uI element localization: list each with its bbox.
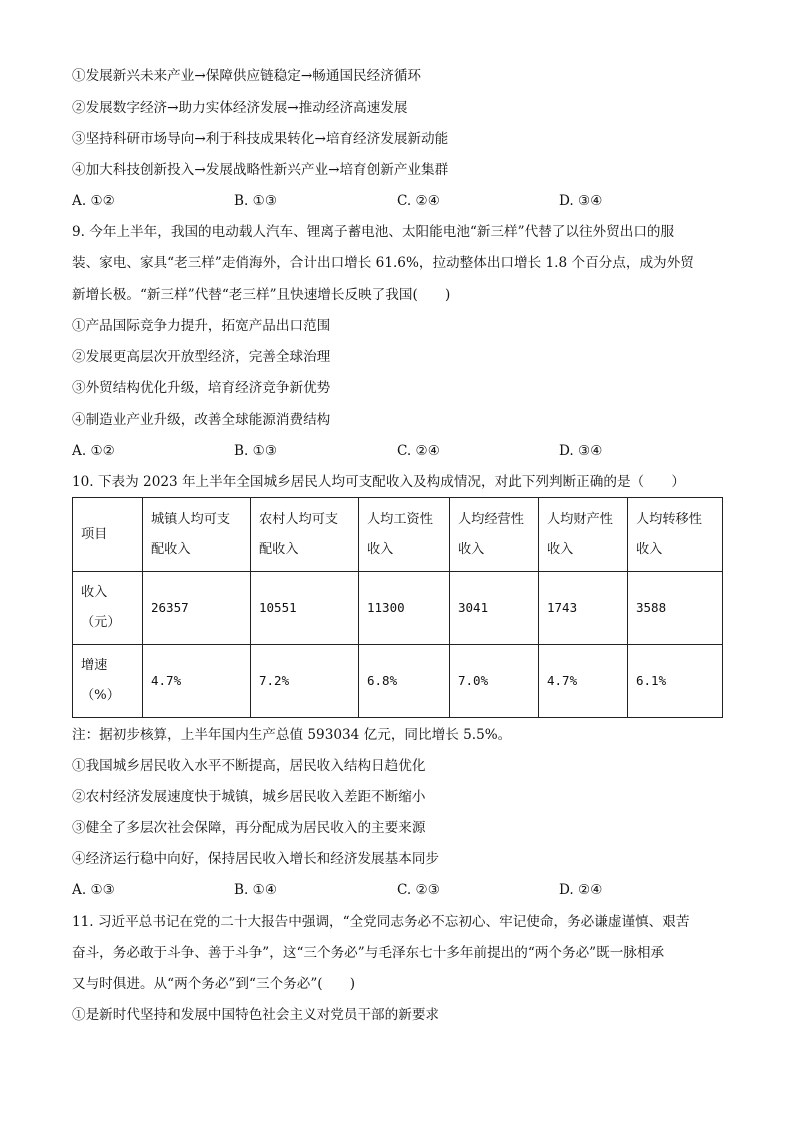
q9-option-2: ②发展更高层次开放型经济，完善全球治理: [72, 349, 331, 365]
header-cell-business-income: 人均经营性 收入: [450, 498, 539, 572]
q9-stem-line-1: 9. 今年上半年，我国的电动载人汽车、锂离子蓄电池、太阳能电池“新三样”代替了以往外贸出口的服: [72, 224, 675, 240]
table-cell: 26357: [143, 572, 251, 645]
q8-option-3: ③坚持科研市场导向→利于科技成果转化→培育经济发展新动能: [72, 131, 449, 147]
q8-choices: [72, 191, 732, 211]
table-cell: 6.1%: [628, 645, 723, 718]
table-cell: 3041: [450, 572, 539, 645]
q9-option-4: ④制造业产业升级，改善全球能源消费结构: [72, 412, 331, 428]
q10-option-2: ②农村经济发展速度快于城镇，城乡居民收入差距不断缩小: [72, 789, 426, 805]
q11-option-1: ①是新时代坚持和发展中国特色社会主义对党员干部的新要求: [72, 1007, 440, 1023]
header-cell-wage-income: 人均工资性 收入: [359, 498, 450, 572]
q10-option-4: ④经济运行稳中向好，保持居民收入增长和经济发展基本同步: [72, 851, 440, 867]
header-cell-rural-income: 农村人均可支 配收入: [251, 498, 359, 572]
q8-option-2: ②发展数字经济→助力实体经济发展→推动经济高速发展: [72, 100, 408, 116]
q9-stem-line-3: 新增长极。“新三样”代替“老三样”且快速增长反映了我国( ): [72, 287, 451, 303]
q9-choices: [72, 441, 732, 461]
q9-stem-line-2: 装、家电、家具“老三样”走俏海外，合计出口增长 61.6%，拉动整体出口增长 1.8 个百分点，成为外贸: [72, 255, 694, 271]
q10-option-1: ①我国城乡居民收入水平不断提高，居民收入结构日趋优化: [72, 758, 426, 774]
q10-choice-d[interactable]: D. ②④: [559, 882, 603, 898]
q8-choice-d[interactable]: D. ③④: [559, 193, 603, 209]
q9-choice-a[interactable]: A. ①②: [72, 443, 115, 459]
table-cell: 11300: [359, 572, 450, 645]
table-row-growth: [73, 645, 723, 718]
q10-option-3: ③健全了多层次社会保障，再分配成为居民收入的主要来源: [72, 820, 426, 836]
q10-choice-c[interactable]: C. ②③: [397, 882, 440, 898]
table-cell: 4.7%: [539, 645, 628, 718]
table-cell: 7.2%: [251, 645, 359, 718]
q8-option-4: ④加大科技创新投入→发展战略性新兴产业→培育创新产业集群: [72, 162, 449, 178]
q8-choice-c[interactable]: C. ②④: [397, 193, 440, 209]
q9-choice-b[interactable]: B. ①③: [234, 443, 278, 459]
header-cell-item: 项目: [73, 498, 143, 572]
table-row-income: [73, 572, 723, 645]
q8-choice-b[interactable]: B. ①③: [234, 193, 278, 209]
q10-choice-a[interactable]: A. ①③: [72, 882, 115, 898]
q9-choice-d[interactable]: D. ③④: [559, 443, 603, 459]
q9-option-3: ③外贸结构优化升级，培育经济竞争新优势: [72, 380, 331, 396]
q10-stem: 10. 下表为 2023 年上半年全国城乡居民人均可支配收入及构成情况，对此下列判断正确的是（ ）: [72, 474, 685, 490]
table-cell: 10551: [251, 572, 359, 645]
q8-choice-a[interactable]: A. ①②: [72, 193, 115, 209]
q10-note: 注：据初步核算，上半年国内生产总值 593034 亿元，同比增长 5.5%。: [72, 727, 512, 743]
table-cell: 6.8%: [359, 645, 450, 718]
q10-choice-b[interactable]: B. ①④: [234, 882, 278, 898]
q11-stem-line-1: 11. 习近平总书记在党的二十大报告中强调，“全党同志务必不忘初心、牢记使命，务必谦虚谨慎、艰苦: [72, 914, 690, 930]
table-cell: 4.7%: [143, 645, 251, 718]
table-cell: 1743: [539, 572, 628, 645]
income-table: [72, 497, 723, 718]
table-cell: 3588: [628, 572, 723, 645]
header-cell-property-income: 人均财产性 收入: [539, 498, 628, 572]
q9-option-1: ①产品国际竞争力提升，拓宽产品出口范围: [72, 318, 331, 334]
header-cell-transfer-income: 人均转移性 收入: [628, 498, 723, 572]
header-cell-urban-income: 城镇人均可支 配收入: [143, 498, 251, 572]
q11-stem-line-3: 又与时俱进。从“两个务必”到“三个务必”( ): [72, 976, 356, 992]
row-label-growth: 增速 （%）: [73, 645, 143, 718]
q11-stem-line-2: 奋斗，务必敢于斗争、善于斗争”，这“三个务必”与毛泽东七十多年前提出的“两个务必”既一脉相承: [72, 945, 665, 961]
q10-choices: [72, 880, 732, 900]
q8-option-1: ①发展新兴未来产业→保障供应链稳定→畅通国民经济循环: [72, 68, 422, 84]
table-cell: 7.0%: [450, 645, 539, 718]
row-label-income: 收入 （元）: [73, 572, 143, 645]
q9-choice-c[interactable]: C. ②④: [397, 443, 440, 459]
table-header-row: [73, 498, 723, 572]
